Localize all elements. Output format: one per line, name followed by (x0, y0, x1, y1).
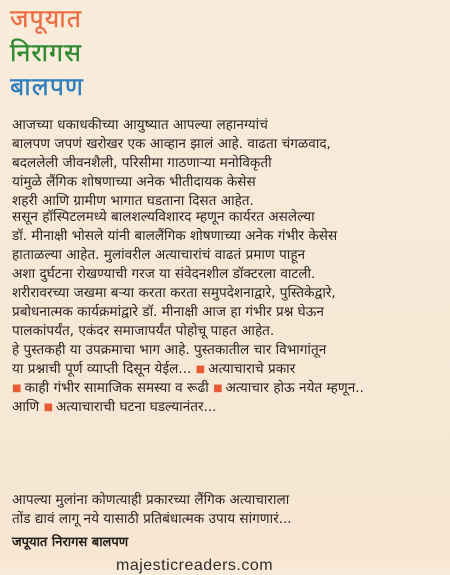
bullet-icon: ■ (195, 364, 206, 375)
paragraph-line: हाताळल्या आहेत. मुलांवरील अत्याचारांचं वाढतं प्रमाण पाहून (12, 247, 306, 263)
bullet-icon: ■ (213, 383, 223, 394)
book-title (10, 6, 130, 106)
sections-line-1 (12, 360, 437, 379)
title-line-2: निरागस (10, 38, 83, 67)
paragraph-line: प्रबोधनात्मक कार्यक्रमांद्वारे डॉ. मीनाक्षी आज हा गंभीर प्रश्न घेऊन (12, 304, 324, 320)
section-item: अत्याचाराची घटना घडल्यानंतर... (56, 399, 217, 415)
bullet-icon: ■ (43, 402, 54, 413)
paragraph-line: तोंड द्यावं लागू नये यासाठी प्रतिबंधात्मक उपाय सांगणारं... (12, 511, 292, 527)
closing-paragraph (12, 491, 437, 529)
paragraph-line: डॉ. मीनाक्षी भोसले यांनी बाललैंगिक शोषणाच्या अनेक गंभीर केसेस (12, 228, 338, 244)
section-item: अत्याचार होऊ नयेत म्हणून.. (225, 380, 364, 396)
footer-title: जपूयात निरागस बालपण (12, 535, 129, 550)
paragraph-text: आणि (12, 399, 40, 415)
intro-paragraph (12, 116, 437, 211)
paragraph-line: आजच्या धकाधकीच्या आयुष्यात आपल्या लहानग्यांचं (12, 117, 268, 133)
bullet-icon: ■ (12, 383, 22, 394)
paragraph-line: ससून हॉस्पिटलमध्ये बालशल्यविशारद म्हणून कार्यरत असलेल्या (12, 209, 315, 225)
paragraph-line: आपल्या मुलांना कोणत्याही प्रकारच्या लैंगिक अत्याचाराला (12, 492, 290, 508)
paragraph-text: या प्रश्नाची पूर्ण व्याप्ती दिसून येईल... (12, 361, 192, 377)
sections-line-3 (12, 398, 437, 417)
title-line-1: जपूयात (10, 4, 82, 33)
paragraph-line: अशा दुर्घटना रोखण्याची गरज या संवेदनशील डॉक्टरला वाटली. (12, 266, 316, 282)
paragraph-line: शरीरावरच्या जखमा बऱ्या करता करता समुपदेशनाद्वारे, पुस्तिकेद्वारे, (12, 285, 336, 301)
section-item: अत्याचाराचे प्रकार (208, 361, 296, 377)
watermark: majesticreaders.com (116, 557, 274, 574)
paragraph-line: बालपण जपणं खरोखर एक आव्हान झालं आहे. वाढता चंगळवाद, (12, 136, 331, 152)
paragraph-line: यांमुळे लैंगिक शोषणाच्या अनेक भीतीदायक केसेस (12, 174, 256, 190)
sections-line-2 (12, 379, 437, 398)
author-paragraph (12, 208, 437, 417)
paragraph-line: शहरी आणि ग्रामीण भागात घडताना दिसत आहेत. (12, 193, 254, 209)
paragraph-line: हे पुस्तकही या उपक्रमाचा भाग आहे. पुस्तकातील चार विभागांतून (12, 342, 327, 358)
section-item: काही गंभीर सामाजिक समस्या व रूढी (24, 380, 209, 396)
paragraph-line: पालकांपर्यंत, एकंदर समाजापर्यंत पोहोचू पाहत आहेत. (12, 323, 275, 339)
title-line-3: बालपण (10, 72, 84, 101)
paragraph-line: बदललेली जीवनशैली, परिसीमा गाठणाऱ्या मनोविकृती (12, 155, 272, 171)
